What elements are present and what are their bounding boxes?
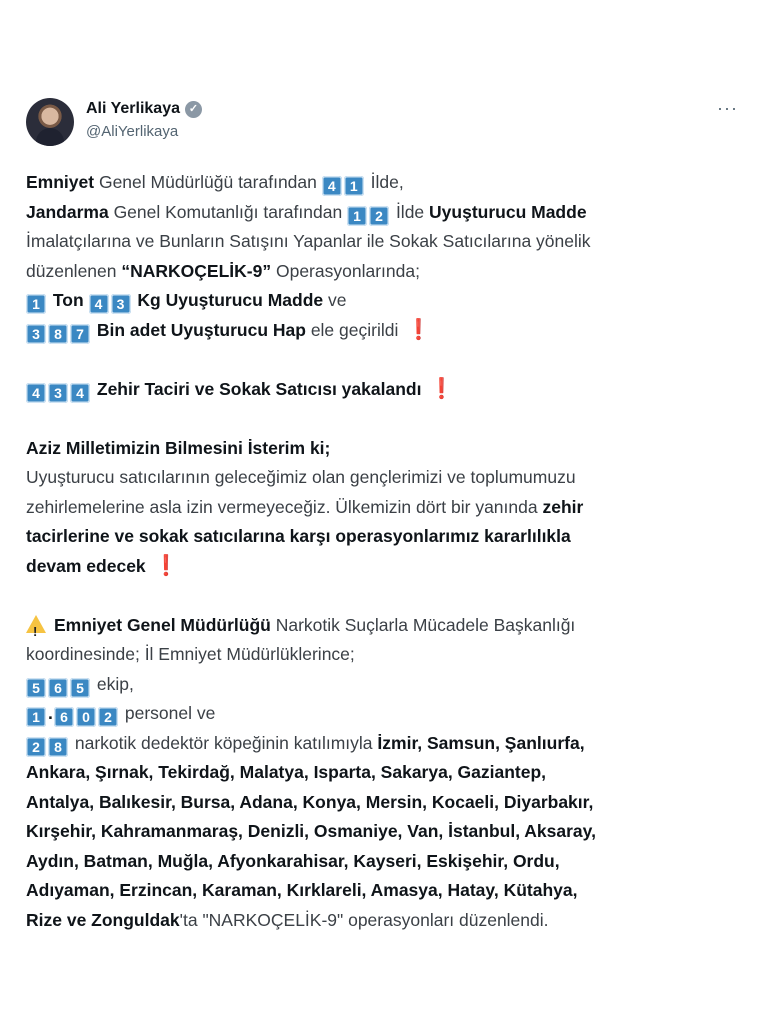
keycap-digit: 1 xyxy=(347,206,367,226)
verified-badge-icon: ✓ xyxy=(185,101,202,118)
text: Genel Komutanlığı tarafından xyxy=(113,201,343,222)
keycap-digit: 8 xyxy=(48,324,68,344)
text: 'ta "NARKOÇELİK-9" operasyonları düzenlendi. xyxy=(179,909,549,930)
keycap-digit: 8 xyxy=(48,737,68,757)
text-bold: “NARKOÇELİK-9” xyxy=(121,260,272,281)
text-bold: Zehir Taciri ve Sokak Satıcısı yakalandı xyxy=(96,378,422,399)
author-handle[interactable]: @AliYerlikaya xyxy=(86,123,179,140)
keycap-digit: 5 xyxy=(26,678,46,698)
text: düzenlenen xyxy=(26,260,117,281)
text: ele geçirildi xyxy=(310,319,399,340)
text: Operasyonlarında; xyxy=(275,260,420,281)
text-line xyxy=(26,670,742,700)
text: Genel Müdürlüğü tarafından xyxy=(98,172,317,192)
keycap-number xyxy=(26,703,48,723)
keycap-number xyxy=(89,290,133,310)
text-line: Adıyaman, Erzincan, Karaman, Kırklareli, Amasya, Hatay, Kütahya, xyxy=(26,880,578,900)
text: ekip, xyxy=(96,673,134,694)
tweet-body xyxy=(26,168,742,935)
text-bold: Ton xyxy=(52,290,84,310)
text: narkotik dedektör köpeğinin katılımıyla xyxy=(74,732,373,753)
tweet-header xyxy=(26,92,742,150)
text-line: Kırşehir, Kahramanmaraş, Denizli, Osmaniye, Van, İstanbul, Aksaray, xyxy=(26,821,596,841)
keycap-digit: 1 xyxy=(344,176,364,196)
keycap-separator: . xyxy=(48,703,53,723)
text-line: İmalatçılarına ve Bunların Satışını Yapanlar ile Sokak Satıcılarına yönelik xyxy=(26,231,591,251)
text-line xyxy=(26,316,742,346)
text-bold: İzmir, Samsun, Şanlıurfa, xyxy=(377,732,585,753)
text-line: koordinesinde; İl Emniyet Müdürlüklerince; xyxy=(26,644,355,664)
keycap-digit: 3 xyxy=(26,324,46,344)
keycap-digit: 4 xyxy=(70,383,90,403)
text-line xyxy=(26,906,742,936)
keycap-digit: 4 xyxy=(89,294,109,314)
keycap-number xyxy=(347,202,391,222)
keycap-digit: 5 xyxy=(70,678,90,698)
keycap-digit: 2 xyxy=(369,206,389,226)
text-bold: devam edecek xyxy=(26,555,146,576)
text-line xyxy=(26,375,742,405)
author-name-row xyxy=(86,100,202,118)
keycap-number xyxy=(26,733,70,753)
keycap-digit: 6 xyxy=(54,707,74,727)
text-line: Aydın, Batman, Muğla, Afyonkarahisar, Kayseri, Eskişehir, Ordu, xyxy=(26,850,560,871)
text-line: Uyuşturucu satıcılarının geleceğimiz olan gençlerimizi ve toplumumuzu xyxy=(26,467,576,487)
text-bold: Uyuşturucu Madde xyxy=(429,201,587,222)
more-options-icon[interactable]: ··· xyxy=(717,98,738,118)
author-name[interactable]: Ali Yerlikaya xyxy=(86,100,180,117)
text: personel ve xyxy=(124,703,216,723)
text-line xyxy=(26,168,742,198)
spacer xyxy=(26,404,742,434)
text-line: Aziz Milletimizin Bilmesini İsterim ki; xyxy=(26,437,331,458)
text-line xyxy=(26,699,742,729)
keycap-number xyxy=(322,172,366,192)
keycap-number xyxy=(54,703,120,723)
keycap-number xyxy=(26,320,92,340)
keycap-number xyxy=(26,674,92,694)
text-line xyxy=(26,286,742,316)
text-bold: Emniyet xyxy=(26,172,95,192)
keycap-digit: 3 xyxy=(48,383,68,403)
text: zehirlemelerine asla izin vermeyeceğiz. Ülkemizin dört bir yanında xyxy=(26,496,538,517)
exclamation-icon: ❗ xyxy=(429,377,455,400)
spacer xyxy=(26,345,742,375)
keycap-number xyxy=(26,290,48,310)
keycap-digit: 4 xyxy=(322,176,342,196)
text-line xyxy=(26,493,742,523)
text-bold: Kg Uyuşturucu Madde xyxy=(137,290,324,310)
text: İlde, xyxy=(370,172,404,192)
keycap-digit: 2 xyxy=(98,707,118,727)
text-bold: Bin adet Uyuşturucu Hap xyxy=(96,319,306,340)
keycap-digit: 2 xyxy=(26,737,46,757)
spacer xyxy=(26,581,742,611)
warning-icon xyxy=(26,615,46,633)
text: ve xyxy=(328,290,347,310)
text-line: tacirlerine ve sokak satıcılarına karşı operasyonlarımız kararlılıkla xyxy=(26,526,571,546)
text-bold: Emniyet Genel Müdürlüğü xyxy=(54,614,271,635)
text: Narkotik Suçlarla Mücadele Başkanlığı xyxy=(275,614,576,635)
keycap-number xyxy=(26,379,92,399)
keycap-digit: 6 xyxy=(48,678,68,698)
keycap-digit: 1 xyxy=(26,707,46,727)
text-line: Antalya, Balıkesir, Bursa, Adana, Konya, Mersin, Kocaeli, Diyarbakır, xyxy=(26,791,594,812)
text-line xyxy=(26,729,742,759)
text-bold: Jandarma xyxy=(26,201,109,222)
text-bold: Rize ve Zonguldak xyxy=(26,909,180,930)
keycap-digit: 4 xyxy=(26,383,46,403)
avatar[interactable] xyxy=(26,98,74,146)
exclamation-icon: ❗ xyxy=(406,318,432,341)
keycap-digit: 0 xyxy=(76,707,96,727)
text-line xyxy=(26,257,742,287)
text-line xyxy=(26,611,742,641)
exclamation-icon: ❗ xyxy=(153,554,179,577)
keycap-digit: 7 xyxy=(70,324,90,344)
text-line xyxy=(26,198,742,228)
keycap-digit: 3 xyxy=(111,294,131,314)
text-bold: zehir xyxy=(542,496,584,517)
text-line: Ankara, Şırnak, Tekirdağ, Malatya, Isparta, Sakarya, Gaziantep, xyxy=(26,762,547,782)
keycap-digit: 1 xyxy=(26,294,46,314)
tweet xyxy=(26,92,742,935)
text-line xyxy=(26,552,742,582)
text: İlde xyxy=(395,201,425,222)
